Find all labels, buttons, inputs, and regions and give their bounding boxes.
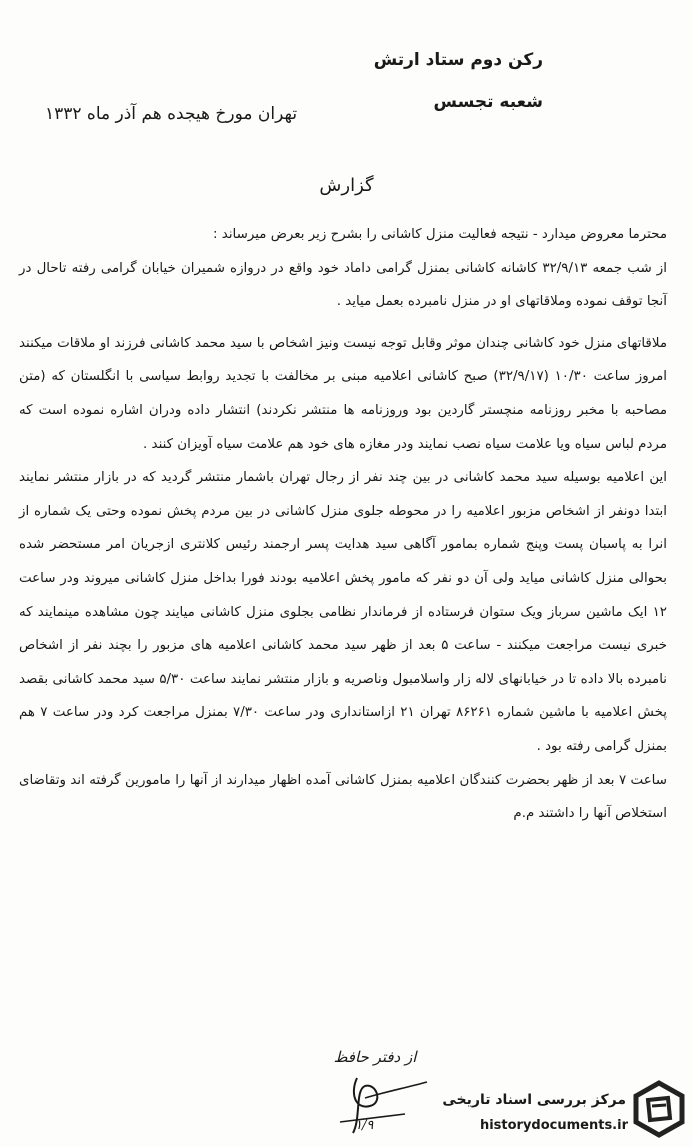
watermark-name: مرکز بررسی اسناد تاریخی [442,1092,626,1108]
date-line: تهران مورخ هیجده هم آذر ماه ۱۳۳۲ [45,104,298,124]
watermark [400,1080,690,1142]
report-title: گزارش [319,175,374,196]
paragraph-3: این اعلامیه بوسیله سید محمد کاشانی در بین چند نفر از رجال تهران باشمار منتشر گردید که در بازار منتشر نمایند ابتدا دونفر از اشخاص مزبور اعلامیه را در محوطه جلوی منزل کاشانی در بین مردم پخش نموده وحتی یک شماره از انرا به پاسبان پست وپنج شماره بمامور آگاهی سید هدایت پسر ارجمند رئیس کلانتری ازجریان امر مستحضر شده بحوالی منزل کاشانی میاید ولی آن دو نفر که مامور پخش اعلامیه بودند فورا بداخل منزل کاشانی میروند ودر ساعت ۱۲ ایک ماشین سرباز ویک ستوان فرستاده از فرماندار نظامی بجلوی منزل کاشانی میایند چون مشاهده مینمایند که خبری نیست مراجعت میکنند - ساعت ۵ بعد از ظهر سید محمد کاشانی اعلامیه های مزبور را بچند نفر از اشخاص نامبرده بالا داده تا در خیابانهای لاله زار واسلامبول وناصریه و بازار منتشر نمایند ساعت ۵/۳۰ سید محمد کاشانی بقصد پخش اعلامیه با ماشین شماره ۸۶۲۶۱ تهران ۲۱ ازاستانداری ودر ساعت ۷/۳۰ بمنزل مراجعت کرد ودر ساعت ۷ هم بمنزل گرامی رفته بود . [19,470,667,754]
paragraph-1: از شب جمعه ۳۲/۹/۱۳ کاشانه کاشانی بمنزل گرامی داماد خود واقع در دروازه شمیران خیابان گرامی رفته تاحال در آنجا توقف نموده وملاقاتهای او در منزل نامبرده بعمل میاید . [19,260,667,310]
header-department: رکن دوم ستاد ارتش [373,50,543,70]
paragraph-2: ملاقاتهای منزل خود کاشانی چندان موثر وقابل توجه نیست ونیز اشخاص با سید محمد کاشانی فرزند او ملاقات میکنند امروز ساعت ۱۰/۳۰ (۳۲/۹/۱۷) صبح کاشانی اعلامیه مبنی بر مخالفت با تجدید روابط سیاسی با انگلستان که (متن مصاحبه با مخبر روزنامه منچستر گاردین بود وروزنامه ها منتشر نکردند) انتشار داده ودران اشاره نموده است که مردم لباس سیاه ویا علامت سیاه نصب نمایند ودر مغازه های خود هم علامت سیاه آویزان کنند . [19,335,668,452]
header-section: شعبه تجسس [433,92,543,112]
paragraph-4: ساعت ۷ بعد از ظهر بحضرت کنندگان اعلامیه بمنزل کاشانی آمده اظهار میدارند از آنها را مامورین گرفته اند وتقاضای استخلاص آنها را داشتند م.م [19,772,667,822]
report-body [19,218,667,831]
paragraph-intro: محترما معروض میدارد - نتیجه فعالیت منزل کاشانی را بشرح زیر بعرض میرساند : [213,227,667,242]
signature-text: از دفتر حافظ [333,1048,417,1066]
signature-number: ۱/۹ [355,1118,374,1133]
archive-logo-icon [630,1080,688,1138]
watermark-url[interactable]: historydocuments.ir [479,1118,628,1133]
